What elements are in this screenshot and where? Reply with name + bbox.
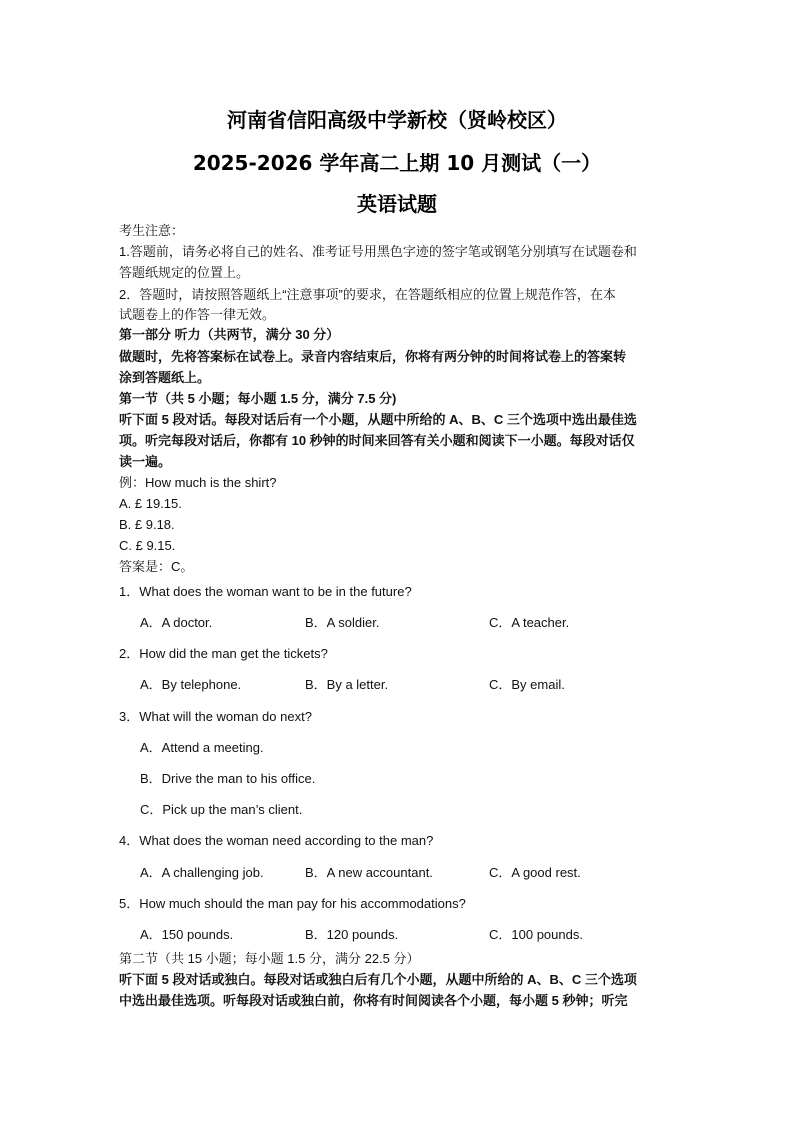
question-3-option-b: B．Drive the man to his office. bbox=[140, 771, 316, 786]
question-1-option-c: C．A teacher. bbox=[489, 615, 570, 630]
example-option-a: A. £ 19.15. bbox=[119, 496, 182, 511]
section1-intro-line2: 项。听完每段对话后，你都有 10 秒钟的时间来回答有关小题和阅读下一小题。每段对话仅 bbox=[119, 433, 635, 448]
section1-intro-line3: 读一遍。 bbox=[119, 454, 172, 469]
example-option-c: C. £ 9.15. bbox=[119, 538, 176, 553]
question-1-option-a: A．A doctor. bbox=[140, 615, 213, 630]
question-5-stem: 5．How much should the man pay for his accommodations? bbox=[119, 896, 466, 911]
question-1-stem: 1．What does the woman want to be in the future? bbox=[119, 584, 412, 599]
part1-intro-line2: 涂到答题纸上。 bbox=[119, 370, 211, 385]
question-3-stem: 3．What will the woman do next? bbox=[119, 709, 312, 724]
notice-item1-line2: 答题纸规定的位置上。 bbox=[119, 265, 250, 280]
question-5-option-a: A．150 pounds. bbox=[140, 927, 234, 942]
question-1-option-b: B．A soldier. bbox=[305, 615, 380, 630]
question-4-option-a: A．A challenging job. bbox=[140, 865, 264, 880]
question-2-option-b: B．By a letter. bbox=[305, 677, 389, 692]
notice-heading: 考生注意： bbox=[119, 223, 185, 238]
question-2-option-c: C．By email. bbox=[489, 677, 565, 692]
exam-title: 2025-2026 学年高二上期 10 月测试（一） bbox=[192, 151, 602, 175]
question-5-option-b: B．120 pounds. bbox=[305, 927, 399, 942]
section2-heading: 第二节（共 15 小题；每小题 1.5 分，满分 22.5 分） bbox=[119, 951, 420, 966]
section2-intro-line2: 中选出最佳选项。听每段对话或独白前，你将有时间阅读各个小题，每小题 5 秒钟；听完 bbox=[119, 993, 628, 1008]
part1-heading: 第一部分 听力（共两节，满分 30 分） bbox=[119, 327, 340, 342]
notice-item2-line1: 2．答题时，请按照答题纸上“注意事项”的要求，在答题纸相应的位置上规范作答，在本 bbox=[119, 287, 616, 302]
school-title: 河南省信阳高级中学新校（贤岭校区） bbox=[227, 108, 567, 132]
question-5-option-c: C．100 pounds. bbox=[489, 927, 583, 942]
question-4-option-b: B．A new accountant. bbox=[305, 865, 433, 880]
question-4-stem: 4．What does the woman need according to the man? bbox=[119, 833, 434, 848]
example-question: 例：How much is the shirt? bbox=[119, 475, 277, 490]
subject-title: 英语试题 bbox=[357, 192, 437, 216]
section1-heading: 第一节（共 5 小题；每小题 1.5 分，满分 7.5 分) bbox=[119, 391, 397, 406]
question-3-option-a: A．Attend a meeting. bbox=[140, 740, 264, 755]
notice-item2-line2: 试题卷上的作答一律无效。 bbox=[119, 307, 276, 322]
question-2-option-a: A．By telephone. bbox=[140, 677, 242, 692]
notice-item1-line1: 1.答题前，请务必将自己的姓名、准考证号用黑色字迹的签字笔或钢笔分别填写在试题卷和 bbox=[119, 244, 637, 259]
section1-intro-line1: 听下面 5 段对话。每段对话后有一个小题，从题中所给的 A、B、C 三个选项中选出最佳选 bbox=[119, 412, 637, 427]
question-4-option-c: C．A good rest. bbox=[489, 865, 581, 880]
question-3-option-c: C．Pick up the man’s client. bbox=[140, 802, 303, 817]
example-answer: 答案是：C。 bbox=[119, 559, 194, 574]
question-2-stem: 2．How did the man get the tickets? bbox=[119, 646, 328, 661]
section2-intro-line1: 听下面 5 段对话或独白。每段对话或独白后有几个小题，从题中所给的 A、B、C 三个选项 bbox=[119, 972, 637, 987]
example-option-b: B. £ 9.18. bbox=[119, 517, 175, 532]
part1-intro-line1: 做题时，先将答案标在试卷上。录音内容结束后，你将有两分钟的时间将试卷上的答案转 bbox=[119, 349, 627, 364]
